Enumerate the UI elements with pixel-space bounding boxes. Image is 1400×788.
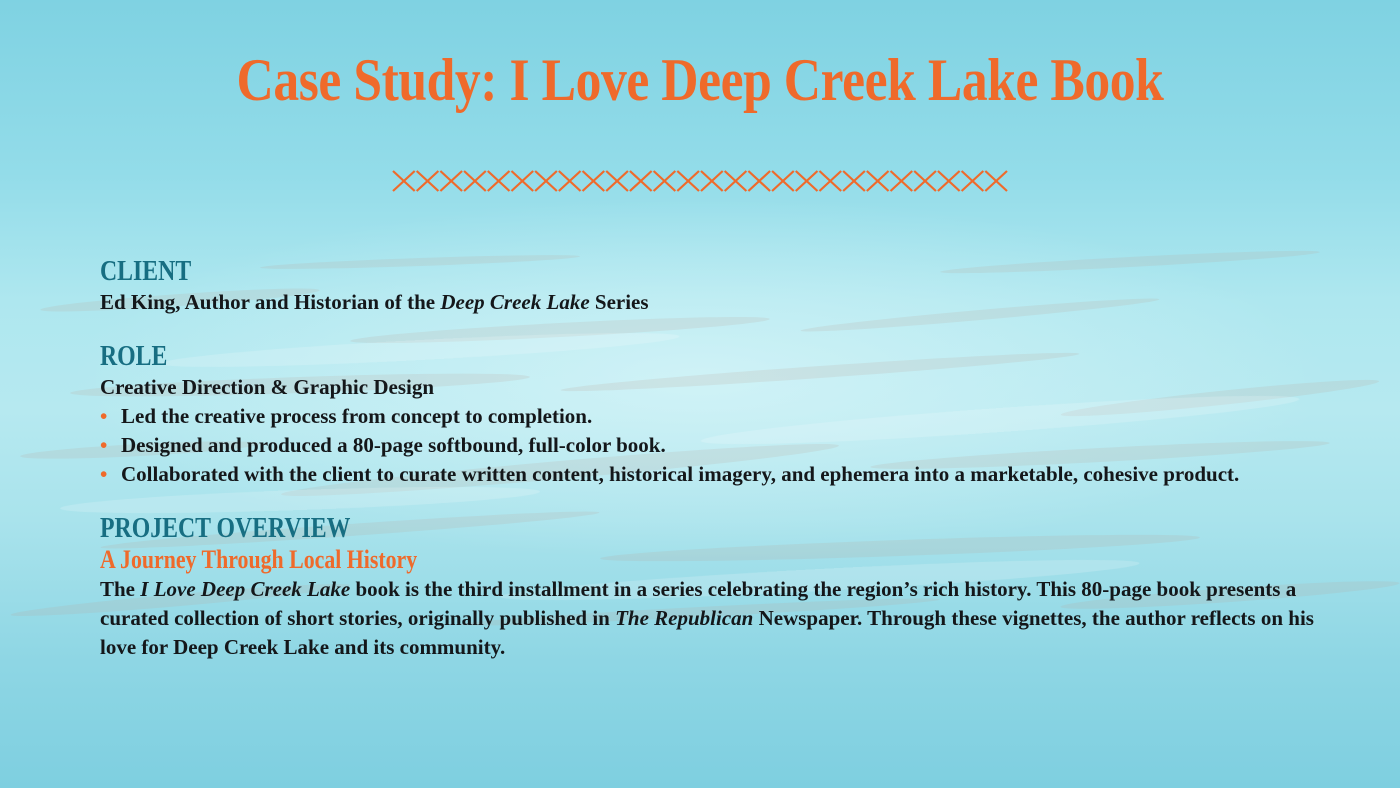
list-item xyxy=(100,460,1340,489)
overview-section xyxy=(100,511,1340,662)
overview-subheading: A Journey Through Local History xyxy=(100,545,418,574)
bullet-text: Led the creative process from concept to completion. xyxy=(121,404,593,428)
bullet-dot-icon: • xyxy=(100,404,108,428)
bullet-dot-icon: • xyxy=(100,462,108,486)
content-area xyxy=(100,254,1340,684)
client-series-title: Deep Creek Lake xyxy=(440,290,590,314)
client-section xyxy=(100,254,1340,317)
list-item xyxy=(100,431,1340,460)
role-bullet-list xyxy=(100,402,1340,489)
overview-paragraph xyxy=(100,575,1340,662)
bullet-text: Collaborated with the client to curate written content, historical imagery, and ephemera into a marketable, cohesive product. xyxy=(121,462,1240,486)
book-title: I Love Deep Creek Lake xyxy=(140,577,351,601)
client-heading: CLIENT xyxy=(100,255,192,287)
overview-heading: PROJECT OVERVIEW xyxy=(100,512,351,544)
client-description xyxy=(100,288,1340,317)
client-text-before: Ed King, Author and Historian of the xyxy=(100,290,441,314)
role-heading: ROLE xyxy=(100,340,168,372)
overview-text-3: Newspaper. Through these vignettes, the author reflects on his love for Deep Creek Lake and its community. xyxy=(100,606,1314,659)
page-title: Case Study: I Love Deep Creek Lake Book xyxy=(236,47,1164,113)
bullet-text: Designed and produced a 80-page softbound, full-color book. xyxy=(121,433,666,457)
newspaper-title: The Republican xyxy=(615,606,754,630)
bullet-dot-icon: • xyxy=(100,433,108,457)
role-section xyxy=(100,339,1340,489)
overview-text-1: The xyxy=(100,577,141,601)
client-text-after: Series xyxy=(589,290,649,314)
cross-stitch-divider-icon xyxy=(392,168,1008,194)
list-item xyxy=(100,402,1340,431)
overview-text-2: book is the third installment in a series celebrating the region’s rich history. This 80-page book presents a curated collection of short stories, originally published in xyxy=(100,577,1297,630)
role-subtitle: Creative Direction & Graphic Design xyxy=(100,375,435,399)
